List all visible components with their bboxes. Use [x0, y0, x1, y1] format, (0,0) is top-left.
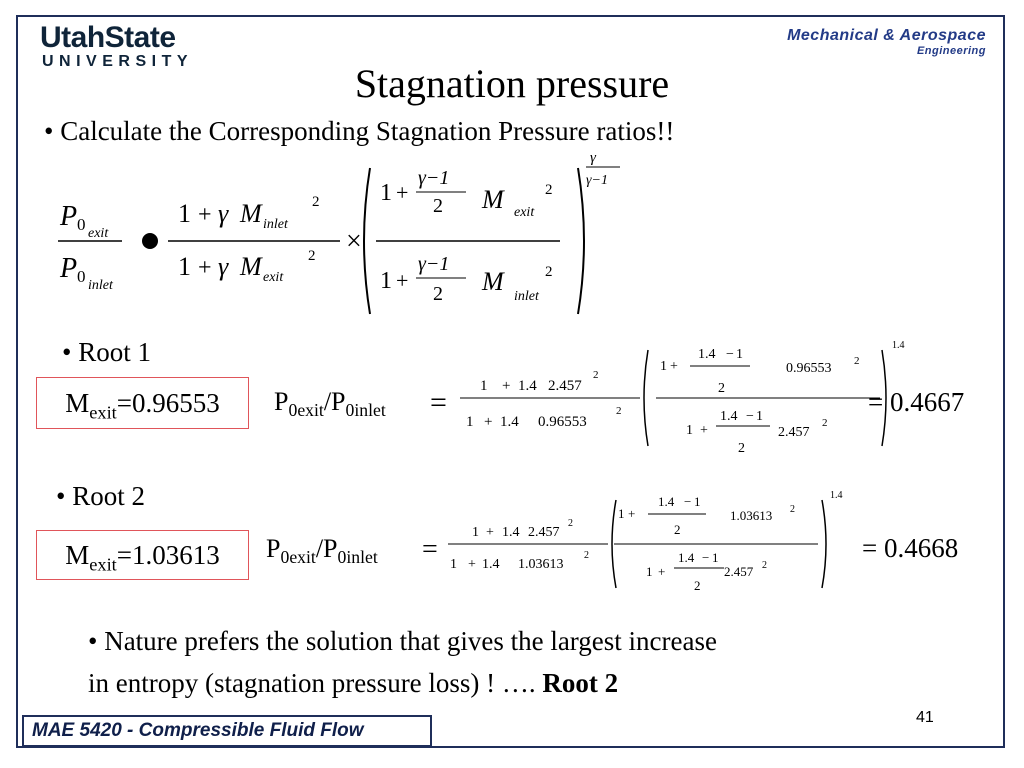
eq-den-m-sub: exit [263, 270, 284, 285]
r2-r-den-minus: − [702, 550, 710, 565]
r2-r-num-m: 1.03613 [730, 508, 773, 523]
eq-r-den-one: 1 [380, 268, 392, 294]
bullet-calculate: • Calculate the Corresponding Stagnation Pressure ratios!! [44, 116, 675, 146]
r2-r-num-minus: − [684, 494, 692, 509]
r2-num-min: 2.457 [528, 525, 560, 540]
r1-num-gamma: 1.4 [518, 378, 537, 394]
nature-line2: in entropy (stagnation pressure loss) ! …. Root 2 [88, 668, 619, 698]
eq-p0exit-zero: 0 [77, 215, 86, 234]
r1-num-sup: 2 [593, 369, 599, 381]
r2-equals: = [422, 534, 438, 565]
r1-r-den-minus: − [746, 409, 754, 424]
logo-name: UtahState [40, 21, 176, 54]
root2-expression [422, 486, 862, 596]
eq-p0inlet-zero: 0 [77, 267, 86, 286]
course-footer: MAE 5420 - Compressible Fluid Flow [22, 715, 432, 747]
eq-r-num-m: M [482, 185, 504, 214]
eq-r-den-m: M [482, 267, 504, 296]
bullet-root1: • Root 1 [62, 337, 151, 367]
r1-r-den-one: 1 [686, 423, 693, 438]
r2-den-mexit: 1.03613 [518, 557, 564, 572]
root1-mach-box: $M_{exit}=0.96553$ [36, 377, 249, 429]
r1-r-num-plus: + [670, 359, 678, 374]
r1-den-plus: + [484, 414, 493, 430]
page-title: Stagnation pressure [354, 61, 670, 106]
dept-name: Mechanical & Aerospace [787, 27, 986, 44]
r1-r-num-gamma-one: 1 [736, 347, 743, 362]
eq-num-plus: + [198, 202, 212, 228]
r2-r-den-sup: 2 [762, 560, 767, 571]
r2-r-num-plus: + [628, 506, 636, 521]
eq-exp-den: γ−1 [586, 173, 608, 188]
eq-den-one: 1 [178, 252, 191, 281]
r1-r-num-gamma: 1.4 [698, 347, 716, 362]
r2-r-num-two: 2 [674, 522, 681, 537]
eq-bracket-left [364, 168, 370, 314]
eq-den-plus: + [198, 255, 212, 281]
r2-r-num-sup: 2 [790, 504, 795, 515]
eq-den-gamma: γ [218, 252, 229, 281]
r2-r-den-two: 2 [694, 578, 701, 593]
bullet-root2: • Root 2 [56, 481, 145, 511]
r1-den-gamma: 1.4 [500, 414, 519, 430]
eq-r-num-m-sup: 2 [545, 182, 553, 198]
root2-ratio-label: $P_{0exit}/P_{0inlet}$ [266, 534, 378, 568]
r1-r-num-two: 2 [718, 381, 725, 396]
dept-sub: Engineering [916, 45, 986, 57]
root1-ratio-label: $P_{0exit}/P_{0inlet}$ [274, 387, 386, 421]
eq-r-den-two: 2 [433, 283, 443, 305]
stagnation-ratio-equation [50, 150, 630, 330]
r2-num-gamma: 1.4 [502, 525, 520, 540]
r2-r-den-plus: + [658, 564, 666, 579]
eq-p0inlet-sub: inlet [88, 278, 113, 293]
r1-den-sup: 2 [616, 405, 622, 417]
r1-den-mexit: 0.96553 [538, 414, 587, 430]
eq-r-num-m-sub: exit [514, 205, 535, 220]
root1-result: = 0.4667 [868, 387, 965, 417]
r1-r-den-two: 2 [738, 441, 745, 456]
r2-r-num-one: 1 [618, 506, 625, 521]
nature-line1: • Nature prefers the solution that gives the largest increase [88, 626, 717, 656]
r2-r-num-gamma: 1.4 [658, 494, 675, 509]
eq-num-gamma: γ [218, 199, 229, 228]
root2-mach-box: $M_{exit}=1.03613$ [36, 530, 249, 580]
eq-r-den-m-sub: inlet [514, 289, 539, 304]
eq-num-m: M [240, 199, 262, 228]
r2-num-one: 1 [472, 525, 479, 540]
eq-r-den-m-sup: 2 [545, 264, 553, 280]
r1-r-num-one: 1 [660, 359, 667, 374]
r1-r-den-gamma-one: 1 [756, 409, 763, 424]
r1-r-den-m: 2.457 [778, 425, 810, 440]
logo-sub: UNIVERSITY [42, 53, 194, 70]
r2-num-sup: 2 [568, 518, 573, 529]
eq-r-num-two: 2 [433, 195, 443, 217]
r1-r-num-minus: − [726, 347, 734, 362]
r1-r-den-gamma: 1.4 [720, 409, 738, 424]
r2-exp-num: 1.4 [830, 490, 843, 501]
eq-p0inlet-p: P [60, 253, 78, 284]
eq-r-den-gm1: γ−1 [418, 253, 450, 275]
eq-r-num-gm1: γ−1 [418, 167, 450, 189]
r1-r-num-m: 0.96553 [786, 361, 832, 376]
r2-den-gamma: 1.4 [482, 557, 500, 572]
r2-den-plus: + [468, 557, 476, 572]
eq-r-num-one: 1 [380, 180, 392, 206]
r1-exp-num: 1.4 [892, 340, 905, 351]
eq-den-m: M [240, 252, 262, 281]
r1-r-den-plus: + [700, 423, 708, 438]
eq-times: × [346, 226, 362, 257]
r1-num-min: 2.457 [548, 378, 582, 394]
r1-r-num-sup: 2 [854, 355, 860, 367]
department-logo [664, 27, 986, 57]
eq-r-num-plus: + [396, 180, 409, 205]
r2-den-one: 1 [450, 557, 457, 572]
eq-p0exit-p: P [60, 201, 78, 232]
r2-r-den-gamma: 1.4 [678, 550, 695, 565]
r1-num-one: 1 [480, 378, 488, 394]
r1-num-plus: + [502, 378, 511, 394]
r1-r-den-sup: 2 [822, 417, 828, 429]
root1-expression [430, 336, 910, 458]
page-number: 41 [916, 709, 934, 726]
r2-r-den-m: 2.457 [724, 564, 754, 579]
eq-bracket-right [578, 168, 584, 314]
eq-den-m-sup: 2 [308, 248, 316, 264]
eq-p0exit-sub: exit [88, 226, 109, 241]
root2-result: = 0.4668 [862, 533, 959, 563]
r2-r-den-gamma-one: 1 [712, 550, 719, 565]
r2-r-num-gamma-one: 1 [694, 494, 701, 509]
r2-num-plus: + [486, 525, 494, 540]
eq-num-m-sub: inlet [263, 217, 288, 232]
eq-equals-dot [142, 233, 158, 249]
eq-exp-num: γ [590, 150, 596, 166]
r1-den-one: 1 [466, 414, 474, 430]
r1-equals: = [430, 386, 447, 419]
eq-num-one: 1 [178, 199, 191, 228]
r2-den-sup: 2 [584, 550, 589, 561]
eq-num-m-sup: 2 [312, 194, 320, 210]
nature-root2-bold: Root 2 [542, 668, 619, 698]
eq-r-den-plus: + [396, 268, 409, 293]
r2-r-den-one: 1 [646, 564, 653, 579]
